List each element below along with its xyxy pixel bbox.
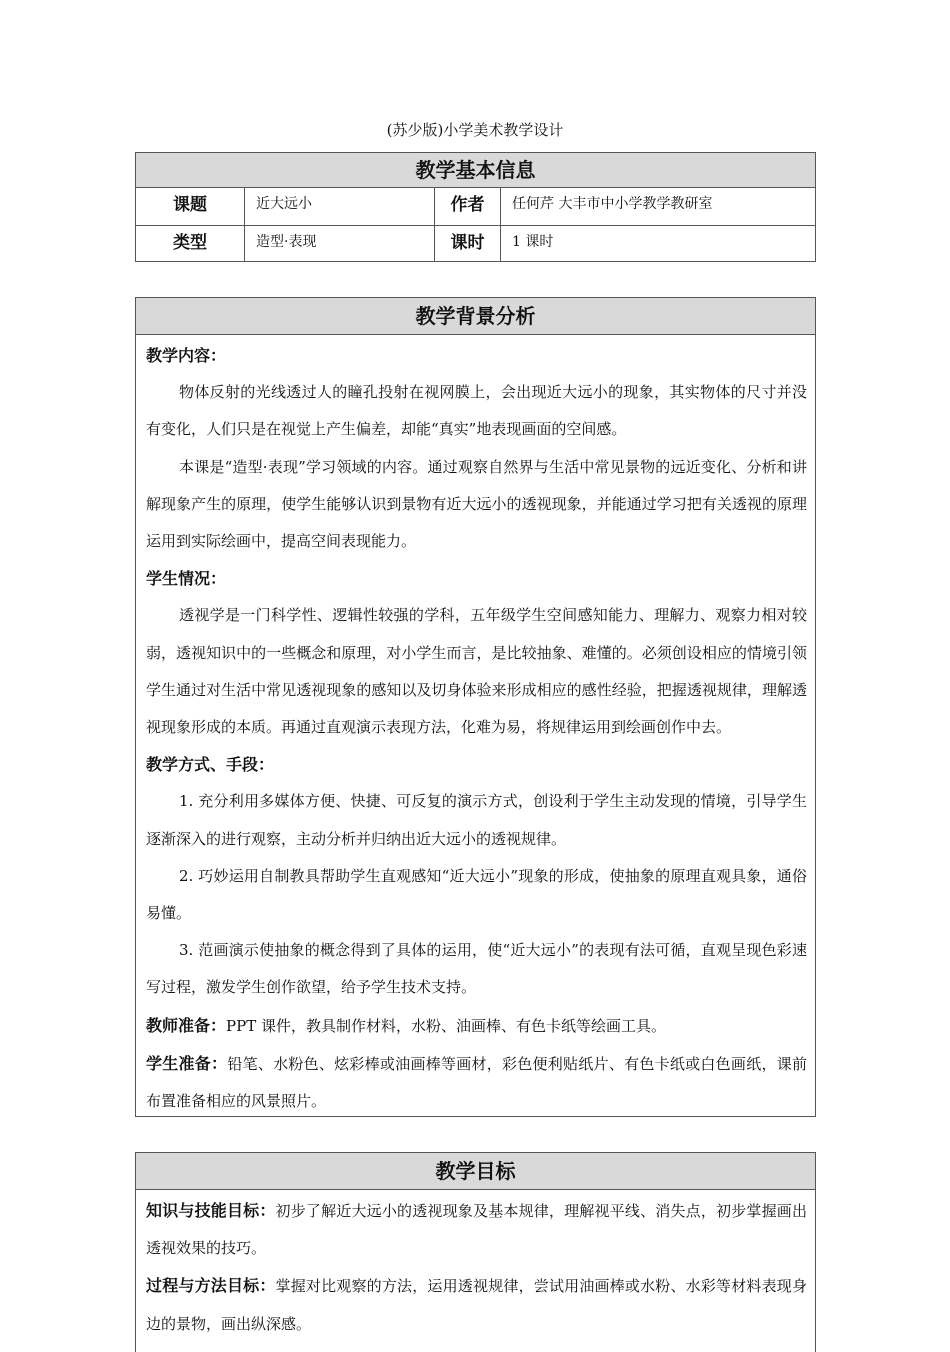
topic-value: 近大远小	[245, 188, 435, 225]
content-paragraph: 本课是“造型·表现”学习领域的内容。通过观察自然界与生活中常见景物的远近变化、分析和讲解现象产生的原理，使学生能够认识到景物有近大远小的透视现象，并能通过学习把有关透视的原理运用到实际绘画中，提高空间表现能力。	[146, 457, 807, 551]
methods-section-title: 教学方式、手段：	[146, 755, 275, 775]
author-label: 作者	[435, 188, 501, 225]
type-row	[136, 225, 815, 262]
students-paragraph: 透视学是一门科学性、逻辑性较强的学科，五年级学生空间感知能力、理解力、观察力相对较弱，透视知识中的一些概念和原理，对小学生而言，是比较抽象、难懂的。必须创设相应的情境引领学生通过对生活中常见透视现象的感知以及切身体验来形成相应的感性经验，把握透视规律，理解透视现象形成的本质。再通过直观演示表现方法，化难为易，将规律运用到绘画创作中去。	[146, 606, 807, 737]
student-prep-text: 铅笔、水粉色、炫彩棒或油画棒等画材，彩色便利贴纸片、有色卡纸或白色画纸，课前布置准备相应的风景照片。	[146, 1054, 807, 1111]
content-paragraph: 物体反射的光线透过人的瞳孔投射在视网膜上，会出现近大远小的现象，其实物体的尺寸并没有变化，人们只是在视觉上产生偏差，却能“真实”地表现画面的空间感。	[146, 383, 807, 439]
background-content	[136, 335, 815, 1120]
student-prep	[146, 1045, 807, 1120]
hours-value: 1 课时	[512, 234, 554, 250]
student-prep-label: 学生准备：	[146, 1053, 228, 1073]
knowledge-goal-label: 知识与技能目标：	[146, 1201, 276, 1220]
process-goal-label: 过程与方法目标：	[146, 1276, 276, 1296]
teaching-goals-table	[135, 1152, 816, 1352]
background-header: 教学背景分析	[136, 298, 815, 335]
content-section-title: 教学内容：	[146, 346, 227, 365]
goals-content	[136, 1190, 815, 1343]
type-value: 造型·表现	[245, 226, 435, 262]
author-value: 任何芹 大丰市中小学教学教研室	[512, 196, 713, 212]
teacher-prep	[146, 1007, 807, 1045]
knowledge-goal	[146, 1192, 807, 1267]
goals-header: 教学目标	[136, 1153, 815, 1190]
basic-info-header: 教学基本信息	[136, 153, 815, 188]
method-item: 2. 巧妙运用自制教具帮助学生直观感知“近大远小”现象的形成，使抽象的原理直观具象，通俗易懂。	[146, 866, 807, 923]
method-item: 3. 范画演示使抽象的概念得到了具体的运用，使“近大远小”的表现有法可循，直观呈现色彩速写过程，激发学生创作欲望，给予学生技术支持。	[146, 941, 807, 997]
method-item: 1. 充分利用多媒体方便、快捷、可反复的演示方式，创设利于学生主动发现的情境，引导学生逐渐深入的进行观察，主动分析并归纳出近大远小的透视规律。	[146, 792, 807, 848]
students-section-title: 学生情况：	[146, 569, 227, 589]
type-label: 类型	[136, 226, 245, 262]
topic-label: 课题	[136, 188, 245, 225]
document-title: (苏少版)小学美术教学设计	[386, 121, 564, 139]
process-goal-text: 掌握对比观察的方法，运用透视规律，尝试用油画棒或水粉、水彩等材料表现身边的景物，画出纵深感。	[146, 1277, 807, 1333]
background-analysis-table	[135, 297, 816, 1117]
teacher-prep-label: 教师准备：	[146, 1015, 227, 1035]
topic-row	[136, 188, 815, 225]
teacher-prep-text: PPT 课件，教具制作材料，水粉、油画棒、有色卡纸等绘画工具。	[226, 1016, 666, 1035]
process-goal	[146, 1267, 807, 1342]
hours-label: 课时	[435, 226, 501, 262]
basic-info-table	[135, 152, 816, 262]
knowledge-goal-text: 初步了解近大远小的透视现象及基本规律，理解视平线、消失点，初步掌握画出透视效果的技巧。	[146, 1202, 807, 1258]
